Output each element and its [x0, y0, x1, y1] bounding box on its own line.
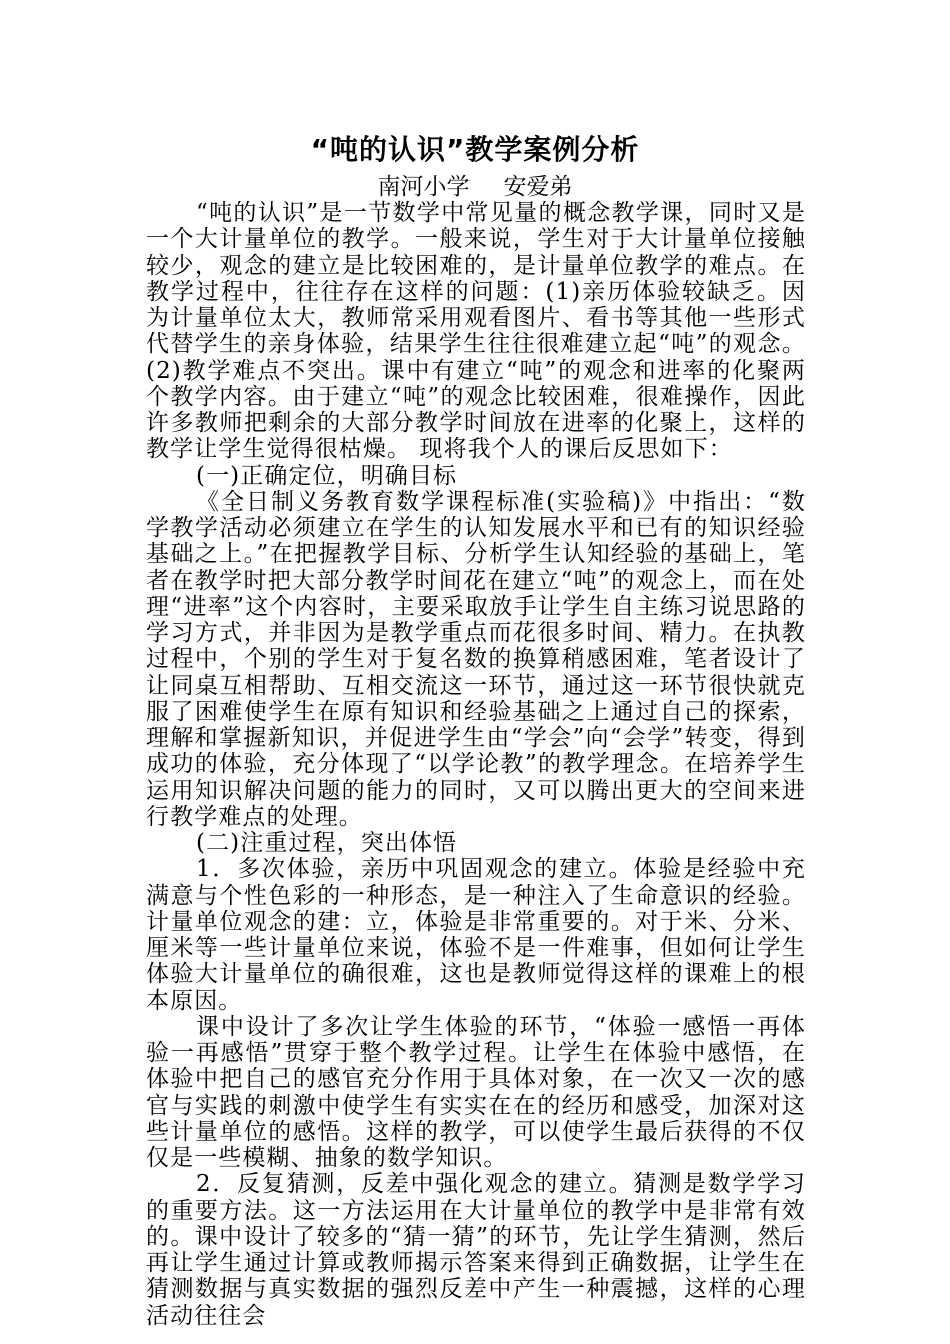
school-name: 南河小学 [377, 174, 470, 200]
byline [0, 172, 950, 202]
section-heading-2: (二)注重过程，突出体悟 [196, 830, 458, 856]
body-text [146, 200, 806, 1329]
paragraph-point-2: 2．反复猜测，反差中强化观念的建立。猜测是数学学习的重要方法。这一方法运用在大计量单位的教学中是非常有效的。课中设计了较多的“猜一猜”的环节，先让学生猜测，然后再让学生通过计算或教师揭示答案来得到正确数据，让学生在猜测数据与真实数据的强烈反差中产生一种震撼，这样的心理活动往往会 [146, 1171, 806, 1329]
paragraph-intro: “吨的认识”是一节数学中常见量的概念教学课，同时又是一个大计量单位的教学。一般来说，学生对于大计量单位接触较少，观念的建立是比较困难的，是计量单位教学的难点。在教学过程中，往往存在这样的问题：(1)亲历体验较缺乏。因为计量单位太大，教师常采用观看图片、看书等其他一些形式代替学生的亲身体验，结果学生往往很难建立起“吨”的观念。(2)教学难点不突出。课中有建立“吨”的观念和进率的化聚两个教学内容。由于建立“吨”的观念比较困难，很难操作，因此许多教师把剩余的大部分教学时间放在进率的化聚上，这样的教学让学生觉得很枯燥。 现将我个人的课后反思如下： [146, 200, 806, 463]
document-title: “吨的认识”教学案例分析 [310, 133, 640, 166]
paragraph-section-1: 《全日制义务教育数学课程标准(实验稿)》中指出：“数学教学活动必须建立在学生的认知发展水平和已有的知识经验基础之上。”在把握教学目标、分析学生认知经验的基础上，笔者在教学时把大部分教学时间花在建立“吨”的观念上，而在处理“进率”这个内容时，主要采取放手让学生自主练习说思路的学习方式，并非因为是教学重点而花很多时间、精力。在执教过程中，个别的学生对于复名数的换算稍感困难，笔者设计了让同桌互相帮助、互相交流这一环节，通过这一环节很快就克服了困难使学生在原有知识和经验基础之上通过自己的探索，理解和掌握新知识，并促进学生由“学会”向“会学”转变，得到成功的体验，充分体现了“以学论教”的教学理念。在培养学生运用知识解决问题的能力的同时，又可以腾出更大的空间来进行教学难点的处理。 [146, 488, 806, 830]
paragraph-point-1-cont: 课中设计了多次让学生体验的环节，“体验一感悟一再体验一再感悟”贯穿于整个教学过程。让学生在体验中感悟，在体验中把自己的感官充分作用于具体对象，在一次又一次的感官与实践的刺激中使学生有实实在在的经历和感受，加深对这些计量单位的感悟。这样的教学，可以使学生最后获得的不仅仅是一些模糊、抽象的数学知识。 [146, 1013, 806, 1171]
author-name: 安爱弟 [503, 174, 573, 200]
section-heading-1: (一)正确定位，明确目标 [196, 462, 458, 489]
paragraph-point-1: 1．多次体验，亲历中巩固观念的建立。体验是经验中充满意与个性色彩的一种形态，是一种注入了生命意识的经验。计量单位观念的建：立，体验是非常重要的。对于米、分米、厘米等一些计量单位来说，体验不是一件难事，但如何让学生体验大计量单位的确很难，这也是教师觉得这样的课难上的根本原因。 [146, 856, 806, 1014]
